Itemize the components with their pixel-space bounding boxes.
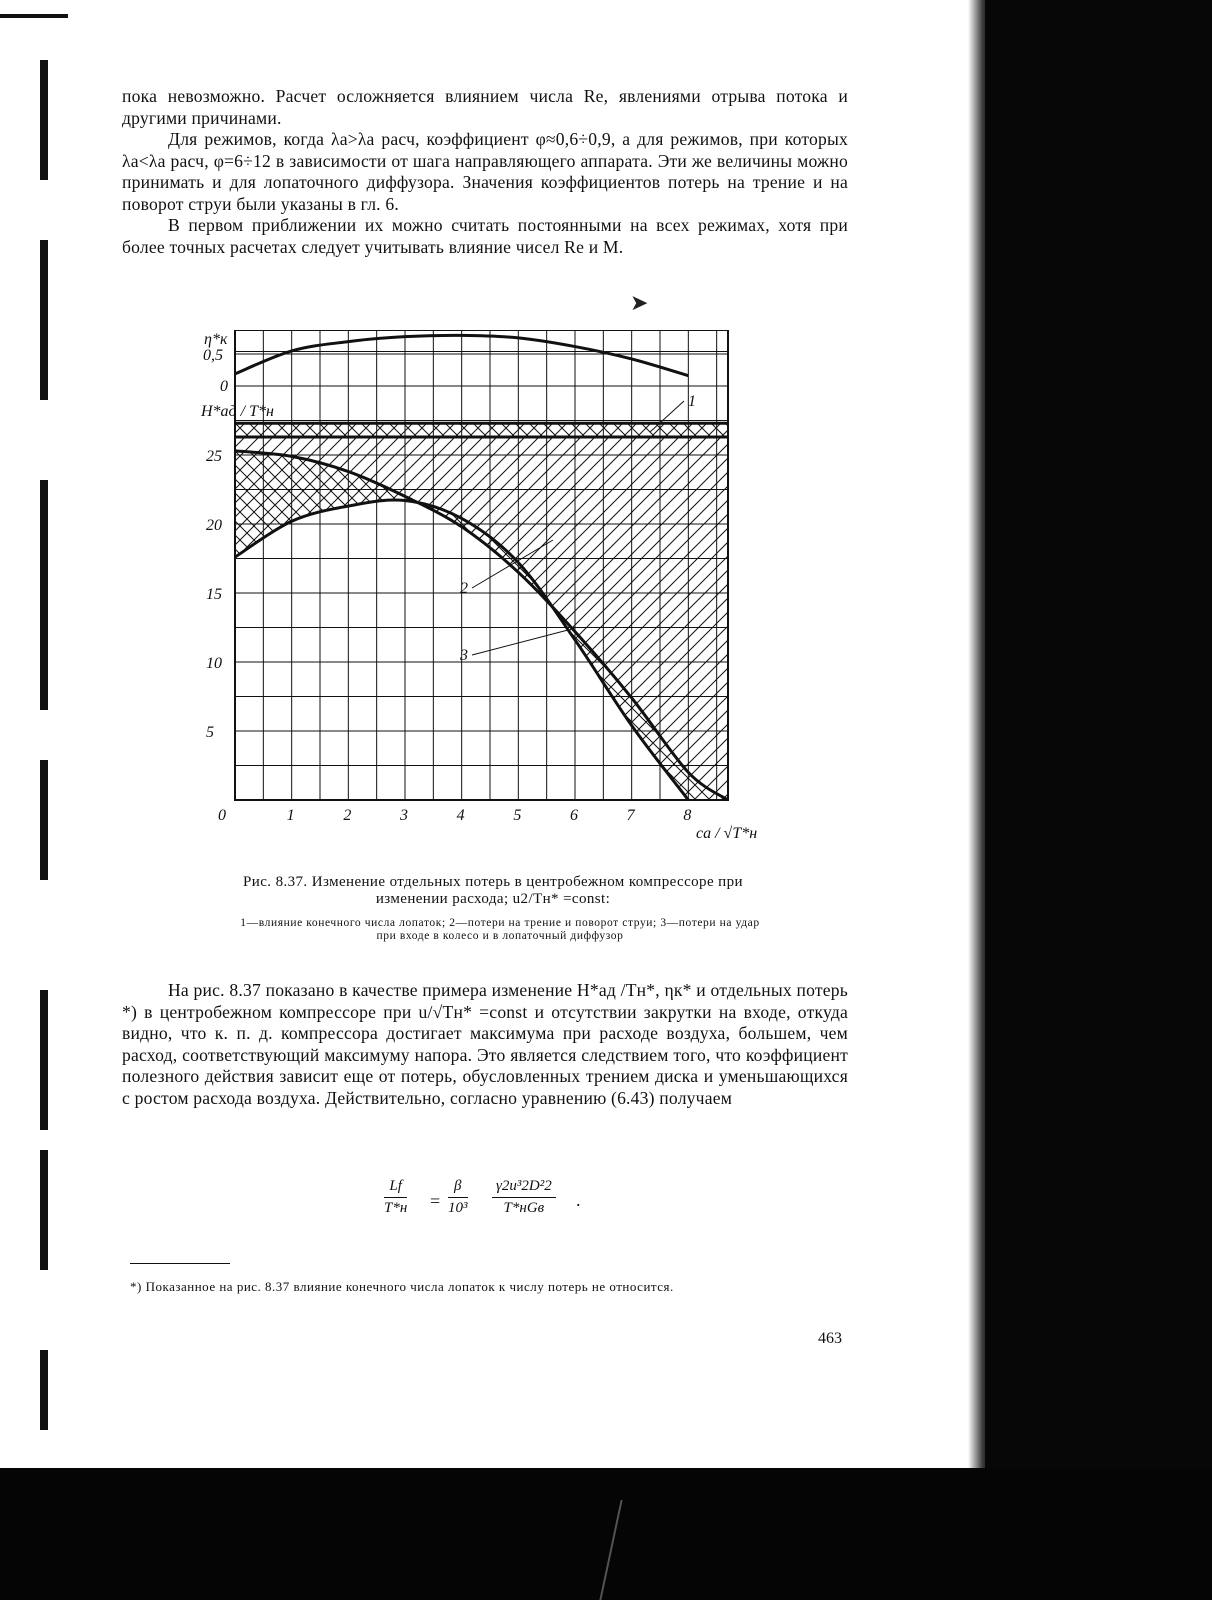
y-axis-label-eta	[204, 331, 228, 348]
formula-lhs	[384, 1178, 407, 1217]
formula-beta: β	[448, 1178, 468, 1198]
x-tick-label: 8	[683, 807, 692, 824]
formula-equals: =	[430, 1191, 441, 1211]
scan-top-left-mark	[0, 14, 68, 18]
annotation-label: 1	[688, 393, 696, 410]
y-tick-label: 20	[206, 517, 222, 534]
figure-caption: Рис. 8.37. Изменение отдельных потерь в центробежном компрессоре при изменении расхода; u2/Tн* =const:	[243, 874, 743, 907]
y-tick-label-eta: 0,5	[203, 347, 223, 364]
scan-right-border	[985, 0, 1212, 1470]
formula-lhs-numerator: Lf	[384, 1178, 407, 1198]
footnote: *) Показанное на рис. 8.37 влияние конечного числа лопаток к числу потерь не относится.	[130, 1279, 674, 1294]
x-label-text: ca / √T*н	[696, 825, 758, 842]
y-tick-label: 15	[206, 586, 222, 603]
formula-ten: 10³	[448, 1200, 468, 1216]
loss-chart	[198, 330, 758, 875]
y-tick-label: 25	[206, 448, 222, 465]
paragraph-2: Для режимов, когда λa>λa расч, коэффициент φ≈0,6÷0,9, а для режимов, при которых λa<λa расч, φ=6÷12 в зависимости от шага направляющего аппарата. Эти же величины можно принимать и для лопаточного диффузора. Значения коэффициентов потерь на трение и на поворот струи были указаны в гл. 6.	[122, 129, 848, 214]
y-tick-label: 10	[206, 655, 222, 672]
annotation-label: 2	[460, 580, 468, 597]
scan-left-mark	[40, 990, 48, 1130]
x-tick-label: 7	[626, 807, 635, 824]
y-label-head-text: H*ад / T*н	[201, 403, 274, 420]
x-tick-label: 1	[286, 807, 295, 824]
y-label-eta-text: η*к	[204, 331, 228, 348]
margin-arrow-mark: ➤	[630, 290, 649, 315]
annotation-leader	[472, 630, 568, 655]
x-tick-label: 3	[400, 807, 408, 824]
equation	[384, 1178, 604, 1234]
footnote-rule	[130, 1263, 230, 1264]
x-tick-label: 2	[343, 807, 352, 824]
figure-legend: 1—влияние конечного числа лопаток; 2—потери на трение и поворот струи; 3—потери на удар при входе в колесо и в лопаточный диффузор	[240, 917, 760, 942]
formula-rhs-numerator: γ2u³2D²2	[492, 1178, 556, 1198]
paragraph-1: пока невозможно. Расчет осложняется влиянием числа Re, явлениями отрыва потока и другими причинами.	[122, 86, 848, 128]
scan-left-mark	[40, 1350, 48, 1430]
x-tick-label: 0	[218, 807, 226, 824]
body-text-top	[122, 86, 848, 258]
scan-left-mark	[40, 480, 48, 710]
x-tick-label: 6	[570, 807, 578, 824]
y-tick-label-eta: 0	[220, 378, 228, 395]
formula-lhs-denominator: T*н	[384, 1200, 408, 1216]
y-axis-label-head	[200, 403, 274, 420]
scan-left-mark	[40, 760, 48, 880]
annotation-label: 3	[460, 647, 468, 664]
x-tick-label: 5	[513, 807, 522, 824]
formula-coef	[448, 1178, 468, 1217]
loss-regions	[235, 423, 728, 800]
x-tick-label: 4	[456, 807, 465, 824]
paragraph-4: На рис. 8.37 показано в качестве примера изменение H*ад /Tн*, ηк* и отдельных потерь *) в центробежном компрессоре при u/√Tн* =const и отсутствии закрутки на входе, откуда видно, что к. п. д. компрессора достигает максимума при расходе воздуха, большем, чем расход, соответствующий максимуму напора. Это является следствием того, что коэффициент полезного действия зависит еще от потерь, обусловленных трением диска и уменьшающихся с ростом расхода воздуха. Действительно, согласно уравнению (6.43) получаем	[122, 980, 848, 1108]
scan-left-mark	[40, 1150, 48, 1270]
page-number: 463	[818, 1330, 842, 1347]
formula-rhs-denominator: T*нGв	[503, 1200, 545, 1216]
scan-left-mark	[40, 240, 48, 400]
x-axis-label	[696, 825, 757, 842]
y-tick-label: 5	[206, 724, 214, 741]
body-text-bottom	[122, 980, 848, 1109]
formula-rhs	[492, 1178, 556, 1217]
formula-period: .	[576, 1190, 581, 1210]
scan-left-mark	[40, 60, 48, 180]
paragraph-3: В первом приближении их можно считать постоянными на всех режимах, хотя при более точных расчетах следует учитывать влияние чисел Re и M.	[122, 215, 848, 257]
blade-number-band	[235, 423, 728, 437]
